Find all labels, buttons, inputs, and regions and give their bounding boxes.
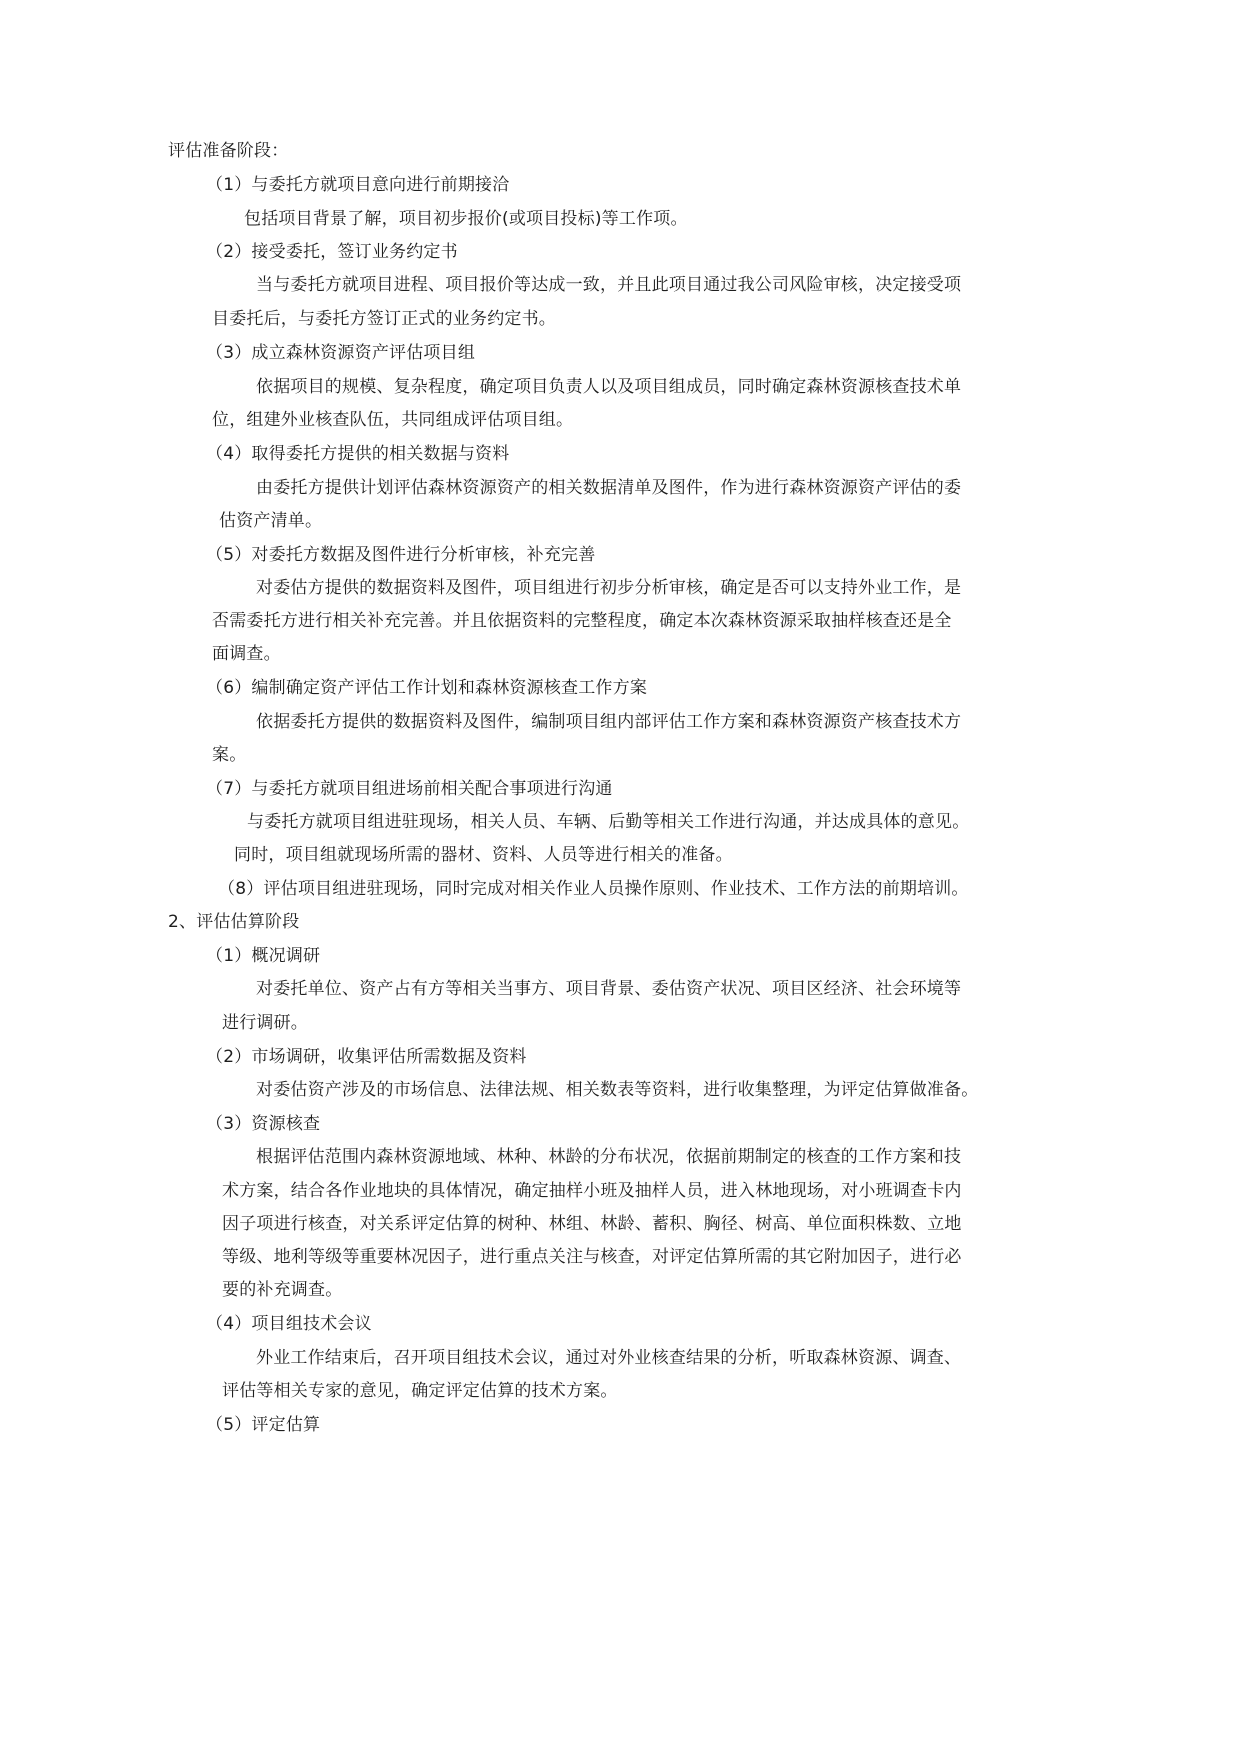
estimate-item-5-title: （5）评定估算 (206, 1415, 321, 1435)
estimate-item-4-title: （4）项目组技术会议 (206, 1314, 372, 1334)
prep-item-5-body: 否需委托方进行相关补充完善。并且依据资料的完整程度，确定本次森林资源采取抽样核查还是全 (212, 611, 952, 631)
estimate-item-2-title: （2）市场调研，收集评估所需数据及资料 (206, 1047, 527, 1067)
prep-item-4-body: 由委托方提供计划评估森林资源资产的相关数据清单及图件，作为进行森林资源资产评估的委 (256, 478, 962, 498)
estimate-item-1-body: 对委托单位、资产占有方等相关当事方、项目背景、委估资产状况、项目区经济、社会环境等 (256, 979, 962, 999)
prep-item-2-body: 目委托后，与委托方签订正式的业务约定书。 (212, 309, 556, 329)
estimate-item-4-body: 评估等相关专家的意见，确定评定估算的技术方案。 (222, 1381, 618, 1401)
prep-item-6-title: （6）编制确定资产评估工作计划和森林资源核查工作方案 (206, 678, 648, 698)
estimate-item-3-title: （3）资源核查 (206, 1114, 321, 1134)
prep-item-1-title: （1）与委托方就项目意向进行前期接洽 (206, 175, 510, 195)
estimate-item-3-body: 等级、地利等级等重要林况因子，进行重点关注与核查，对评定估算所需的其它附加因子，进行必 (222, 1247, 962, 1267)
prep-item-1-body: 包括项目背景了解，项目初步报价(或项目投标)等工作项。 (244, 209, 688, 229)
prep-item-7-title: （7）与委托方就项目组进场前相关配合事项进行沟通 (206, 779, 613, 799)
prep-item-5-body: 对委估方提供的数据资料及图件，项目组进行初步分析审核，确定是否可以支持外业工作，是 (256, 578, 962, 598)
section-heading-prep: 评估准备阶段： (168, 141, 289, 161)
prep-item-6-body: 案。 (212, 745, 247, 765)
prep-item-7-body: 与委托方就项目组进驻现场，相关人员、车辆、后勤等相关工作进行沟通，并达成具体的意见。 (247, 812, 970, 832)
estimate-item-2-body: 对委估资产涉及的市场信息、法律法规、相关数表等资料，进行收集整理，为评定估算做准备。 (256, 1080, 979, 1100)
estimate-item-1-body: 进行调研。 (222, 1013, 308, 1033)
prep-item-4-body: 估资产清单。 (219, 511, 323, 531)
prep-item-7-body: 同时，项目组就现场所需的器材、资料、人员等进行相关的准备。 (234, 845, 733, 865)
prep-item-5-title: （5）对委托方数据及图件进行分析审核，补充完善 (206, 545, 596, 565)
prep-item-3-body: 依据项目的规模、复杂程度，确定项目负责人以及项目组成员，同时确定森林资源核查技术单 (256, 377, 962, 397)
prep-item-8-title: （8）评估项目组进驻现场，同时完成对相关作业人员操作原则、作业技术、工作方法的前期培训。 (218, 879, 969, 899)
prep-item-4-title: （4）取得委托方提供的相关数据与资料 (206, 444, 510, 464)
prep-item-3-title: （3）成立森林资源资产评估项目组 (206, 343, 476, 363)
estimate-item-3-body: 因子项进行核查，对关系评定估算的树种、林组、林龄、蓄积、胸径、树高、单位面积株数、立地 (222, 1214, 962, 1234)
estimate-item-3-body: 术方案，结合各作业地块的具体情况，确定抽样小班及抽样人员，进入林地现场，对小班调查卡内 (222, 1181, 962, 1201)
prep-item-2-body: 当与委托方就项目进程、项目报价等达成一致，并且此项目通过我公司风险审核，决定接受项 (256, 275, 962, 295)
prep-item-3-body: 位，组建外业核查队伍，共同组成评估项目组。 (212, 410, 574, 430)
prep-item-5-body: 面调查。 (212, 644, 281, 664)
prep-item-2-title: （2）接受委托，签订业务约定书 (206, 242, 458, 262)
prep-item-6-body: 依据委托方提供的数据资料及图件，编制项目组内部评估工作方案和森林资源资产核查技术方 (256, 712, 962, 732)
estimate-item-3-body: 根据评估范围内森林资源地域、林种、林龄的分布状况，依据前期制定的核查的工作方案和技 (256, 1147, 962, 1167)
section-heading-estimate: 2、评估估算阶段 (168, 912, 300, 932)
estimate-item-4-body: 外业工作结束后，召开项目组技术会议，通过对外业核查结果的分析，听取森林资源、调查、 (256, 1348, 962, 1368)
estimate-item-1-title: （1）概况调研 (206, 946, 321, 966)
estimate-item-3-body: 要的补充调查。 (222, 1280, 343, 1300)
